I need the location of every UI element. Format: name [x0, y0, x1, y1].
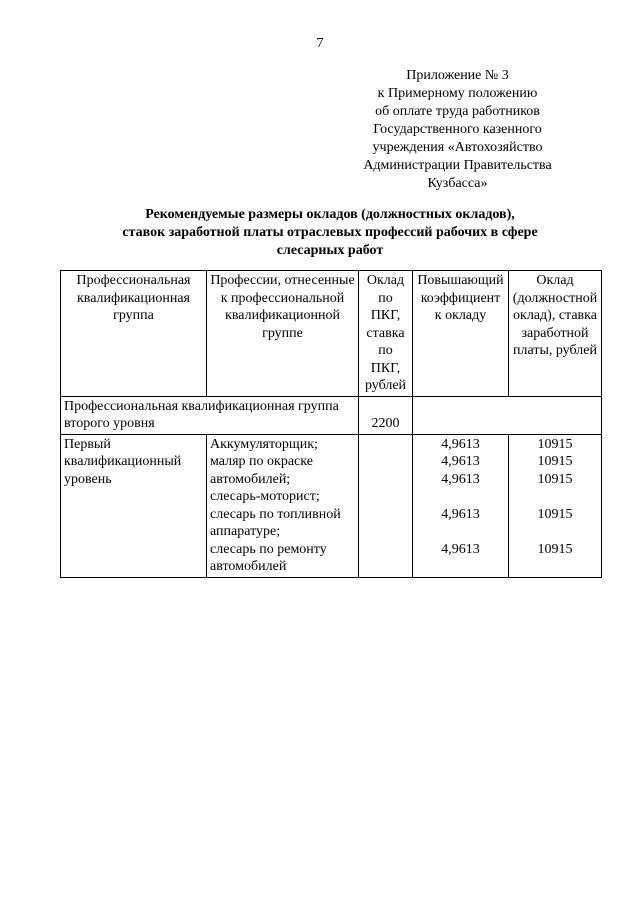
coefficient-value: 4,9613: [441, 454, 480, 469]
coefficient-value: 4,9613: [441, 506, 480, 522]
header-professions: Профессии, отнесенные к профессиональной квалификационной группе: [207, 271, 359, 397]
title-line: ставок заработной платы отраслевых профессий рабочих в сфере: [122, 225, 538, 240]
appendix-note: [335, 67, 580, 193]
blank-line: [416, 523, 505, 541]
salary-value: 10915: [537, 506, 573, 522]
coefficient-value: 4,9613: [441, 471, 480, 487]
title-line: Рекомендуемые размеры окладов (должностных окладов),: [145, 207, 515, 222]
page-number: 7: [316, 36, 324, 51]
salary-value: 10915: [537, 541, 573, 557]
coefficient-value: 4,9613: [441, 436, 480, 452]
header-salary: Оклад (должностной оклад), ставка заработной платы, рублей: [509, 271, 602, 397]
profession-item: слесарь-моторист;: [210, 489, 320, 504]
coefficients-cell: [413, 434, 509, 577]
appendix-line: Приложение № 3: [406, 68, 509, 83]
profession-item: Аккумуляторщик;: [210, 436, 318, 452]
blank-line: [416, 488, 505, 506]
appendix-line: учреждения «Автохозяйство: [372, 140, 543, 155]
blank-line: [512, 488, 598, 506]
level-base-salary-cell: [359, 434, 413, 577]
profession-item: слесарь по ремонту автомобилей: [210, 541, 327, 574]
appendix-line: Государственного казенного: [373, 122, 542, 137]
group-base-salary: 2200: [359, 396, 413, 434]
profession-item: маляр по окраске автомобилей;: [210, 454, 313, 487]
professions-cell: [207, 434, 359, 577]
group-empty-cell: [413, 396, 602, 434]
header-base-salary: Оклад по ПКГ, ставка по ПКГ, рублей: [359, 271, 413, 397]
salary-table: [60, 270, 602, 578]
appendix-line: об оплате труда работников: [375, 104, 540, 119]
group-name: Профессиональная квалификационная группа второго уровня: [61, 396, 359, 434]
header-coefficient: Повышающий коэффициент к окладу: [413, 271, 509, 397]
table-row-group: [61, 396, 602, 434]
salary-value: 10915: [537, 436, 573, 452]
table-header-row: [61, 271, 602, 397]
title-line: слесарных работ: [276, 243, 384, 258]
header-group: Профессиональная квалификационная группа: [61, 271, 207, 397]
salary-value: 10915: [537, 471, 573, 487]
appendix-line: Администрации Правительства: [363, 158, 552, 173]
profession-item: слесарь по топливной аппаратуре;: [210, 506, 341, 539]
appendix-line: Кузбасса»: [427, 176, 488, 191]
appendix-line: к Примерному положению: [377, 86, 538, 101]
salary-value: 10915: [537, 454, 573, 469]
document-title: [60, 206, 600, 260]
coefficient-value: 4,9613: [441, 541, 480, 557]
salaries-cell: [509, 434, 602, 577]
table-row-level: [61, 434, 602, 577]
blank-line: [512, 523, 598, 541]
level-name: Первый квалификационный уровень: [61, 434, 207, 577]
